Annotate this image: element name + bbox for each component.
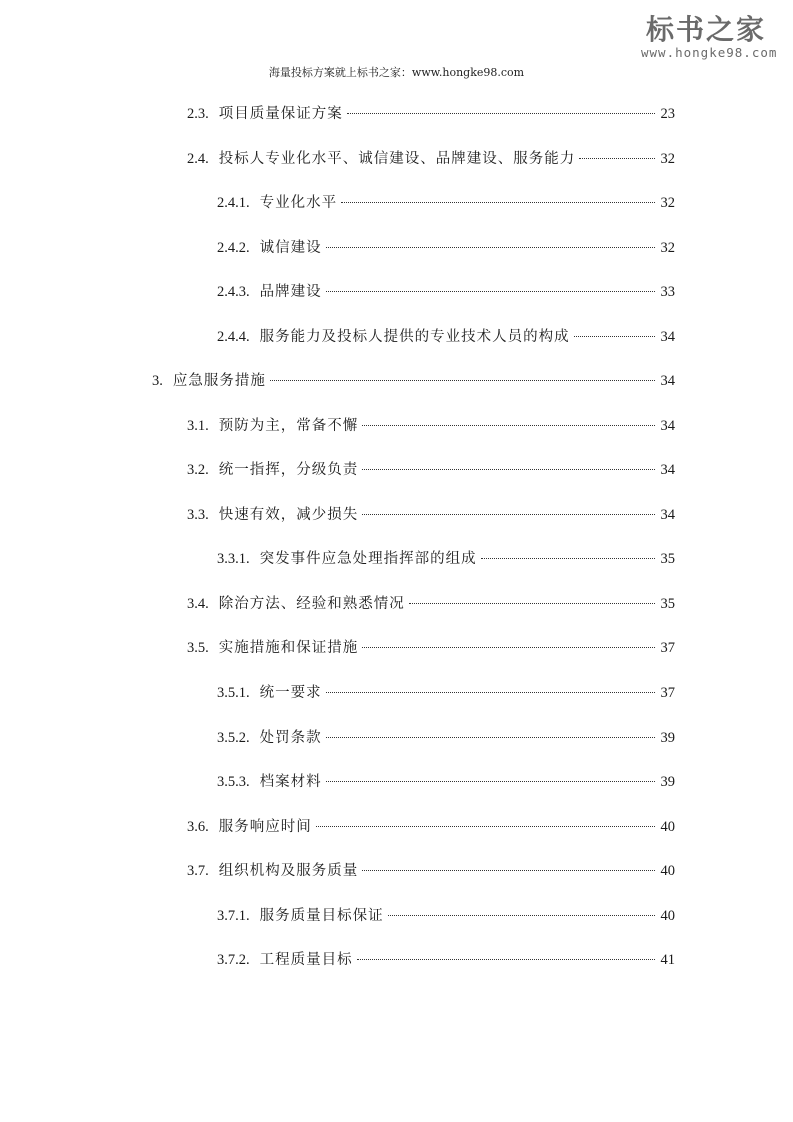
toc-entry-page: 34 [660, 507, 675, 523]
toc-entry-title: 服务能力及投标人提供的专业技术人员的构成 [259, 329, 570, 345]
toc-entry-page: 35 [660, 551, 675, 567]
toc-entry-title: 工程质量目标 [259, 952, 353, 968]
toc-entry-title: 诚信建设 [259, 240, 322, 256]
toc-entry[interactable] [187, 504, 675, 526]
toc-dot-leader [362, 647, 655, 648]
toc-entry-title: 项目质量保证方案 [218, 106, 343, 122]
toc-entry-page: 41 [660, 952, 675, 968]
toc-dot-leader [270, 380, 655, 381]
toc-dot-leader [326, 781, 655, 782]
toc-entry-number: 3.5.2. [217, 730, 250, 746]
toc-entry-title: 专业化水平 [259, 195, 338, 211]
toc-dot-leader [326, 692, 655, 693]
toc-entry[interactable] [187, 593, 675, 615]
toc-entry-page: 34 [660, 418, 675, 434]
toc-entry-number: 3.3. [187, 507, 209, 523]
toc-dot-leader [579, 158, 655, 159]
toc-entry[interactable] [217, 548, 675, 570]
toc-dot-leader [326, 737, 655, 738]
toc-entry[interactable] [187, 103, 675, 125]
toc-entry-title: 应急服务措施 [172, 373, 266, 389]
toc-entry-title: 组织机构及服务质量 [218, 863, 359, 879]
toc-entry-page: 40 [660, 908, 675, 924]
toc-dot-leader [326, 291, 655, 292]
toc-entry-number: 3.4. [187, 596, 209, 612]
toc-entry-page: 23 [660, 106, 675, 122]
toc-entry-title: 档案材料 [259, 774, 322, 790]
toc-dot-leader [574, 336, 655, 337]
toc-entry-number: 2.3. [187, 106, 209, 122]
toc-dot-leader [362, 514, 655, 515]
toc-entry[interactable] [187, 459, 675, 481]
toc-entry-page: 40 [660, 863, 675, 879]
toc-entry[interactable] [187, 860, 675, 882]
toc-entry-number: 3.3.1. [217, 551, 250, 567]
toc-dot-leader [409, 603, 655, 604]
toc-entry-number: 3.5. [187, 640, 209, 656]
toc-entry-page: 34 [660, 373, 675, 389]
toc-entry-page: 34 [660, 462, 675, 478]
toc-entry-title: 预防为主，常备不懈 [218, 418, 359, 434]
toc-entry[interactable] [217, 192, 675, 214]
toc-entry[interactable] [217, 237, 675, 259]
toc-entry-number: 3.7. [187, 863, 209, 879]
toc-entry-number: 3.6. [187, 819, 209, 835]
toc-entry-page: 32 [660, 240, 675, 256]
toc-entry[interactable] [217, 905, 675, 927]
toc-entry-number: 2.4.3. [217, 284, 250, 300]
toc-entry-title: 投标人专业化水平、诚信建设、品牌建设、服务能力 [218, 151, 576, 167]
toc-entry-page: 39 [660, 774, 675, 790]
toc-entry[interactable] [217, 727, 675, 749]
toc-entry-number: 3.1. [187, 418, 209, 434]
toc-dot-leader [316, 826, 655, 827]
toc-entry-page: 32 [660, 195, 675, 211]
toc-entry-page: 33 [660, 284, 675, 300]
toc-entry-number: 3.7.2. [217, 952, 250, 968]
toc-dot-leader [347, 113, 655, 114]
toc-entry-title: 除治方法、经验和熟悉情况 [218, 596, 405, 612]
toc-entry-page: 37 [660, 640, 675, 656]
toc-entry-number: 2.4.1. [217, 195, 250, 211]
toc-entry[interactable] [187, 415, 675, 437]
toc-entry[interactable] [217, 682, 675, 704]
toc-entry[interactable] [187, 816, 675, 838]
toc-entry-title: 快速有效，减少损失 [218, 507, 359, 523]
toc-dot-leader [362, 425, 655, 426]
toc-entry-title: 品牌建设 [259, 284, 322, 300]
toc-entry[interactable] [217, 771, 675, 793]
toc-entry-number: 2.4.2. [217, 240, 250, 256]
toc-entry[interactable] [217, 326, 675, 348]
brand-logo-text: 标书之家 [645, 13, 766, 46]
toc-entry-page: 40 [660, 819, 675, 835]
toc-entry-title: 服务响应时间 [218, 819, 312, 835]
toc-entry-page: 35 [660, 596, 675, 612]
toc-entry-number: 3. [152, 373, 163, 389]
toc-entry-number: 2.4.4. [217, 329, 250, 345]
toc-entry-title: 突发事件应急处理指挥部的组成 [259, 551, 477, 567]
toc-entry-number: 3.5.3. [217, 774, 250, 790]
page-header: 海量投标方案就上标书之家：www.hongke98.com [268, 66, 525, 79]
toc-dot-leader [481, 558, 655, 559]
toc-entry-page: 34 [660, 329, 675, 345]
toc-dot-leader [388, 915, 655, 916]
toc-entry-title: 处罚条款 [259, 730, 322, 746]
brand-url: www.hongke98.com [641, 45, 778, 60]
toc-entry[interactable] [217, 949, 675, 971]
toc-entry-page: 39 [660, 730, 675, 746]
toc-dot-leader [341, 202, 655, 203]
toc-entry-page: 32 [660, 151, 675, 167]
toc-dot-leader [362, 469, 655, 470]
toc-dot-leader [357, 959, 655, 960]
toc-entry[interactable] [187, 637, 675, 659]
toc-entry-number: 3.5.1. [217, 685, 250, 701]
toc-entry-title: 服务质量目标保证 [259, 908, 384, 924]
toc-entry-title: 实施措施和保证措施 [218, 640, 359, 656]
toc-entry-page: 37 [660, 685, 675, 701]
toc-entry-number: 3.7.1. [217, 908, 250, 924]
toc-entry[interactable] [187, 148, 675, 170]
toc-entry-title: 统一要求 [259, 685, 322, 701]
toc-entry[interactable] [152, 370, 675, 392]
toc-entry-number: 3.2. [187, 462, 209, 478]
toc-entry-title: 统一指挥，分级负责 [218, 462, 359, 478]
toc-entry[interactable] [217, 281, 675, 303]
toc-dot-leader [362, 870, 655, 871]
toc-entry-number: 2.4. [187, 151, 209, 167]
toc-dot-leader [326, 247, 655, 248]
brand-watermark [641, 13, 778, 60]
